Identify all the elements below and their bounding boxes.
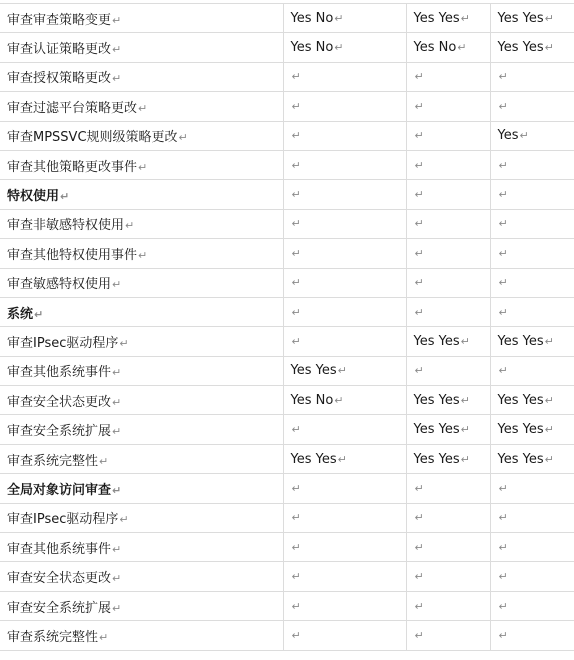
paragraph-mark-icon: ↵ — [460, 11, 470, 25]
policy-name-cell — [0, 209, 283, 238]
paragraph-mark-icon: ↵ — [544, 452, 554, 466]
paragraph-mark-icon: ↵ — [291, 305, 301, 319]
paragraph-mark-icon: ↵ — [334, 41, 344, 55]
table-row — [0, 297, 574, 326]
paragraph-mark-icon: ↵ — [291, 99, 301, 113]
value-cell — [406, 591, 490, 620]
paragraph-mark-icon: ↵ — [112, 425, 122, 439]
paragraph-mark-icon: ↵ — [498, 481, 508, 495]
policy-name: 审查其他特权使用事件 — [7, 247, 138, 263]
paragraph-mark-icon: ↵ — [498, 305, 508, 319]
table-row — [0, 415, 574, 444]
value-cell — [406, 150, 490, 179]
paragraph-mark-icon: ↵ — [498, 570, 508, 584]
section-heading: 全局对象访问审查 — [7, 482, 112, 498]
policy-name: 审查过滤平台策略更改 — [7, 100, 138, 116]
value-cell — [283, 33, 406, 62]
policy-name: 审查其他系统事件 — [7, 365, 112, 381]
policy-name: 审查其他策略更改事件 — [7, 159, 138, 175]
policy-name: 审查认证策略更改 — [7, 42, 112, 58]
paragraph-mark-icon: ↵ — [414, 217, 424, 231]
paragraph-mark-icon: ↵ — [498, 217, 508, 231]
paragraph-mark-icon: ↵ — [498, 158, 508, 172]
paragraph-mark-icon: ↵ — [291, 423, 301, 437]
value-cell — [406, 180, 490, 209]
paragraph-mark-icon: ↵ — [337, 452, 347, 466]
policy-name-cell — [0, 239, 283, 268]
table-row — [0, 268, 574, 297]
table-body — [0, 4, 574, 651]
paragraph-mark-icon: ↵ — [112, 542, 122, 556]
paragraph-mark-icon: ↵ — [414, 364, 424, 378]
value-cell — [283, 62, 406, 91]
cell-value: Yes Yes — [413, 10, 460, 26]
table-row — [0, 121, 574, 150]
value-cell — [283, 503, 406, 532]
paragraph-mark-icon: ↵ — [544, 334, 554, 348]
policy-name-cell — [0, 415, 283, 444]
value-cell — [490, 180, 574, 209]
section-heading: 特权使用 — [7, 189, 60, 205]
paragraph-mark-icon: ↵ — [291, 481, 301, 495]
value-cell — [490, 327, 574, 356]
table-row — [0, 209, 574, 238]
section-heading: 系统 — [7, 306, 34, 322]
paragraph-mark-icon: ↵ — [414, 511, 424, 525]
value-cell — [283, 239, 406, 268]
paragraph-mark-icon: ↵ — [337, 364, 347, 378]
paragraph-mark-icon: ↵ — [291, 158, 301, 172]
value-cell — [490, 239, 574, 268]
paragraph-mark-icon: ↵ — [119, 336, 129, 350]
value-cell — [406, 4, 490, 33]
value-cell — [406, 92, 490, 121]
paragraph-mark-icon: ↵ — [414, 276, 424, 290]
paragraph-mark-icon: ↵ — [112, 572, 122, 586]
policy-name: 审查IPsec驱动程序 — [7, 335, 119, 351]
policy-name-cell — [0, 444, 283, 473]
value-cell — [406, 356, 490, 385]
cell-value: Yes Yes — [497, 333, 544, 349]
value-cell — [283, 268, 406, 297]
audit-policy-table — [0, 3, 574, 651]
value-cell — [406, 62, 490, 91]
paragraph-mark-icon: ↵ — [519, 129, 529, 143]
section-heading-cell — [0, 297, 283, 326]
paragraph-mark-icon: ↵ — [414, 305, 424, 319]
value-cell — [406, 533, 490, 562]
paragraph-mark-icon: ↵ — [112, 72, 122, 86]
value-cell — [283, 474, 406, 503]
policy-name-cell — [0, 591, 283, 620]
paragraph-mark-icon: ↵ — [544, 11, 554, 25]
table-row — [0, 356, 574, 385]
value-cell — [406, 444, 490, 473]
table-row — [0, 591, 574, 620]
value-cell — [283, 356, 406, 385]
paragraph-mark-icon: ↵ — [457, 41, 467, 55]
value-cell — [283, 209, 406, 238]
table-row — [0, 150, 574, 179]
paragraph-mark-icon: ↵ — [544, 423, 554, 437]
paragraph-mark-icon: ↵ — [414, 99, 424, 113]
paragraph-mark-icon: ↵ — [99, 630, 109, 644]
table-row — [0, 327, 574, 356]
paragraph-mark-icon: ↵ — [414, 599, 424, 613]
paragraph-mark-icon: ↵ — [34, 307, 44, 321]
paragraph-mark-icon: ↵ — [291, 246, 301, 260]
policy-name-cell — [0, 62, 283, 91]
value-cell — [490, 444, 574, 473]
value-cell — [283, 386, 406, 415]
paragraph-mark-icon: ↵ — [544, 393, 554, 407]
value-cell — [283, 4, 406, 33]
value-cell — [283, 121, 406, 150]
cell-value: Yes Yes — [290, 363, 337, 379]
value-cell — [490, 4, 574, 33]
policy-name-cell — [0, 4, 283, 33]
value-cell — [406, 386, 490, 415]
value-cell — [490, 386, 574, 415]
policy-name: 审查MPSSVC规则级策略更改 — [7, 130, 178, 146]
policy-name-cell — [0, 268, 283, 297]
paragraph-mark-icon: ↵ — [414, 481, 424, 495]
cell-value: Yes Yes — [497, 40, 544, 56]
policy-name-cell — [0, 327, 283, 356]
value-cell — [490, 591, 574, 620]
paragraph-mark-icon: ↵ — [414, 158, 424, 172]
policy-name: 审查敏感特权使用 — [7, 277, 112, 293]
paragraph-mark-icon: ↵ — [119, 513, 129, 527]
table-row — [0, 474, 574, 503]
paragraph-mark-icon: ↵ — [460, 423, 470, 437]
paragraph-mark-icon: ↵ — [460, 452, 470, 466]
paragraph-mark-icon: ↵ — [291, 334, 301, 348]
paragraph-mark-icon: ↵ — [112, 601, 122, 615]
cell-value: Yes No — [413, 40, 457, 56]
value-cell — [490, 533, 574, 562]
policy-name: 审查安全系统扩展 — [7, 424, 112, 440]
paragraph-mark-icon: ↵ — [498, 276, 508, 290]
table-row — [0, 4, 574, 33]
paragraph-mark-icon: ↵ — [414, 540, 424, 554]
paragraph-mark-icon: ↵ — [291, 628, 301, 642]
paragraph-mark-icon: ↵ — [498, 188, 508, 202]
cell-value: Yes No — [290, 10, 334, 26]
paragraph-mark-icon: ↵ — [414, 70, 424, 84]
table-row — [0, 503, 574, 532]
paragraph-mark-icon: ↵ — [291, 129, 301, 143]
paragraph-mark-icon: ↵ — [460, 393, 470, 407]
value-cell — [406, 33, 490, 62]
paragraph-mark-icon: ↵ — [334, 393, 344, 407]
paragraph-mark-icon: ↵ — [291, 276, 301, 290]
policy-name-cell — [0, 150, 283, 179]
section-heading-cell — [0, 180, 283, 209]
policy-name: 审查其他系统事件 — [7, 541, 112, 557]
value-cell — [490, 92, 574, 121]
value-cell — [406, 297, 490, 326]
value-cell — [406, 239, 490, 268]
paragraph-mark-icon: ↵ — [498, 246, 508, 260]
cell-value: Yes Yes — [413, 333, 460, 349]
policy-name-cell — [0, 562, 283, 591]
paragraph-mark-icon: ↵ — [138, 160, 148, 174]
value-cell — [406, 415, 490, 444]
cell-value: Yes Yes — [497, 10, 544, 26]
paragraph-mark-icon: ↵ — [414, 188, 424, 202]
value-cell — [283, 92, 406, 121]
policy-name: 审查非敏感特权使用 — [7, 218, 125, 234]
paragraph-mark-icon: ↵ — [99, 454, 109, 468]
section-heading-cell — [0, 474, 283, 503]
value-cell — [283, 297, 406, 326]
cell-value: Yes — [497, 128, 519, 144]
value-cell — [406, 209, 490, 238]
paragraph-mark-icon: ↵ — [291, 70, 301, 84]
paragraph-mark-icon: ↵ — [291, 188, 301, 202]
policy-name: 审查安全状态更改 — [7, 394, 112, 410]
value-cell — [406, 474, 490, 503]
cell-value: Yes Yes — [497, 422, 544, 438]
policy-name-cell — [0, 533, 283, 562]
value-cell — [490, 621, 574, 650]
paragraph-mark-icon: ↵ — [291, 570, 301, 584]
value-cell — [406, 503, 490, 532]
table-row — [0, 386, 574, 415]
value-cell — [406, 621, 490, 650]
value-cell — [490, 150, 574, 179]
paragraph-mark-icon: ↵ — [112, 366, 122, 380]
value-cell — [283, 327, 406, 356]
policy-name: 审查审查策略变更 — [7, 12, 112, 28]
policy-name-cell — [0, 92, 283, 121]
policy-name: 审查安全状态更改 — [7, 571, 112, 587]
table-row — [0, 621, 574, 650]
paragraph-mark-icon: ↵ — [291, 599, 301, 613]
paragraph-mark-icon: ↵ — [60, 190, 70, 204]
value-cell — [283, 150, 406, 179]
value-cell — [490, 297, 574, 326]
table-row — [0, 444, 574, 473]
value-cell — [490, 62, 574, 91]
value-cell — [490, 503, 574, 532]
paragraph-mark-icon: ↵ — [291, 217, 301, 231]
cell-value: Yes No — [290, 392, 334, 408]
table-row — [0, 62, 574, 91]
cell-value: Yes Yes — [413, 392, 460, 408]
cell-value: Yes Yes — [290, 451, 337, 467]
paragraph-mark-icon: ↵ — [112, 278, 122, 292]
paragraph-mark-icon: ↵ — [112, 13, 122, 27]
policy-name: 审查授权策略更改 — [7, 71, 112, 87]
paragraph-mark-icon: ↵ — [498, 99, 508, 113]
value-cell — [283, 621, 406, 650]
table-row — [0, 92, 574, 121]
value-cell — [406, 121, 490, 150]
value-cell — [283, 562, 406, 591]
policy-name-cell — [0, 33, 283, 62]
value-cell — [406, 268, 490, 297]
table-row — [0, 239, 574, 268]
paragraph-mark-icon: ↵ — [291, 511, 301, 525]
paragraph-mark-icon: ↵ — [498, 599, 508, 613]
value-cell — [490, 415, 574, 444]
value-cell — [490, 356, 574, 385]
paragraph-mark-icon: ↵ — [498, 511, 508, 525]
paragraph-mark-icon: ↵ — [112, 395, 122, 409]
paragraph-mark-icon: ↵ — [112, 43, 122, 57]
table-row — [0, 533, 574, 562]
table-row — [0, 562, 574, 591]
policy-name-cell — [0, 621, 283, 650]
policy-name: 审查系统完整性 — [7, 453, 99, 469]
paragraph-mark-icon: ↵ — [460, 334, 470, 348]
policy-name: 审查系统完整性 — [7, 629, 99, 645]
policy-name: 审查安全系统扩展 — [7, 600, 112, 616]
paragraph-mark-icon: ↵ — [414, 570, 424, 584]
value-cell — [283, 180, 406, 209]
cell-value: Yes Yes — [413, 422, 460, 438]
paragraph-mark-icon: ↵ — [414, 129, 424, 143]
value-cell — [490, 562, 574, 591]
value-cell — [490, 33, 574, 62]
value-cell — [406, 327, 490, 356]
policy-name-cell — [0, 503, 283, 532]
cell-value: Yes Yes — [413, 451, 460, 467]
paragraph-mark-icon: ↵ — [334, 11, 344, 25]
cell-value: Yes No — [290, 40, 334, 56]
paragraph-mark-icon: ↵ — [291, 540, 301, 554]
paragraph-mark-icon: ↵ — [498, 628, 508, 642]
value-cell — [490, 121, 574, 150]
paragraph-mark-icon: ↵ — [414, 246, 424, 260]
cell-value: Yes Yes — [497, 392, 544, 408]
paragraph-mark-icon: ↵ — [498, 540, 508, 554]
value-cell — [490, 268, 574, 297]
policy-name-cell — [0, 121, 283, 150]
value-cell — [283, 444, 406, 473]
policy-name-cell — [0, 356, 283, 385]
policy-name-cell — [0, 386, 283, 415]
paragraph-mark-icon: ↵ — [125, 219, 135, 233]
cell-value: Yes Yes — [497, 451, 544, 467]
policy-name: 审查IPsec驱动程序 — [7, 512, 119, 528]
paragraph-mark-icon: ↵ — [498, 364, 508, 378]
value-cell — [406, 562, 490, 591]
paragraph-mark-icon: ↵ — [138, 101, 148, 115]
value-cell — [490, 474, 574, 503]
paragraph-mark-icon: ↵ — [414, 628, 424, 642]
paragraph-mark-icon: ↵ — [544, 41, 554, 55]
table-row — [0, 33, 574, 62]
paragraph-mark-icon: ↵ — [498, 70, 508, 84]
value-cell — [283, 591, 406, 620]
paragraph-mark-icon: ↵ — [138, 248, 148, 262]
paragraph-mark-icon: ↵ — [178, 131, 188, 145]
value-cell — [283, 533, 406, 562]
table-row — [0, 180, 574, 209]
value-cell — [283, 415, 406, 444]
paragraph-mark-icon: ↵ — [112, 483, 122, 497]
value-cell — [490, 209, 574, 238]
